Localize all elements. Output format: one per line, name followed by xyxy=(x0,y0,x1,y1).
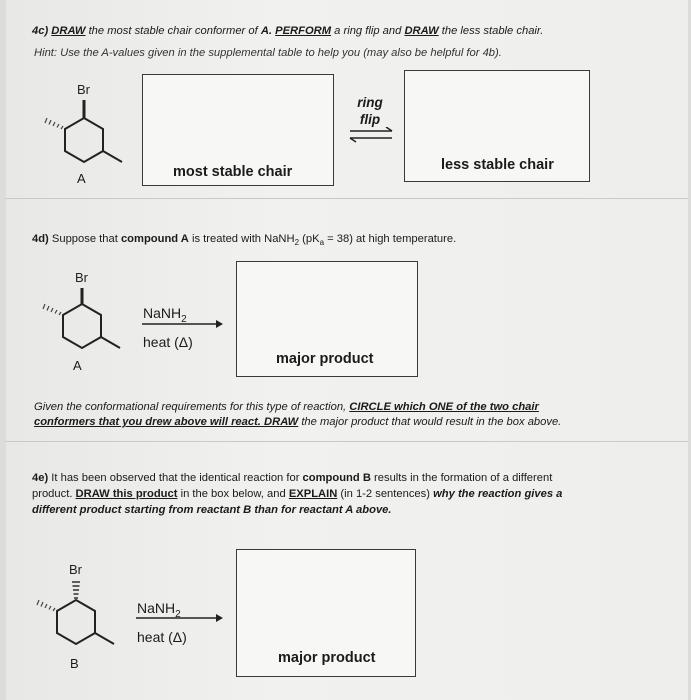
q4e-why: why the reaction gives a xyxy=(433,488,563,500)
reagent-4e-sub: 2 xyxy=(175,608,181,620)
q4e-explain: EXPLAIN xyxy=(288,488,338,500)
reaction-arrow-4e xyxy=(134,612,224,624)
q4c-instruction xyxy=(32,24,543,39)
q4d-text2: is treated with NaNH xyxy=(188,233,295,245)
q4d-circle-instruction: CIRCLE which ONE of the two chair xyxy=(349,401,539,413)
reagent-4e-main: NaNH xyxy=(137,600,176,616)
reagent-4d-main: NaNH xyxy=(143,305,182,321)
molecule-a-label: A xyxy=(77,171,86,186)
condition-4e: heat (Δ) xyxy=(137,628,187,645)
ring-flip-word2: flip xyxy=(359,112,381,127)
q4e-compound: compound B xyxy=(302,472,371,484)
q4c-number: 4c) xyxy=(32,25,49,37)
q4d-followup-text2: the major product that would result in the box above. xyxy=(298,416,562,428)
molecule-a-br-label: Br xyxy=(77,82,90,97)
q4d-number: 4d) xyxy=(32,233,49,245)
q4e-text2: results in the formation of a different xyxy=(370,472,553,484)
molecule-a-structure-4d xyxy=(32,268,142,368)
q4d-text3: (pK xyxy=(299,233,320,245)
q4e-text1: It has been observed that the identical reaction for xyxy=(48,472,303,484)
q4e-line1 xyxy=(32,471,552,486)
q4e-line2 xyxy=(32,487,562,502)
ring-flip-equilibrium-arrow xyxy=(346,127,398,143)
molecule-a-structure xyxy=(34,80,144,190)
q4e-text4: in the box below, and xyxy=(177,488,289,500)
worksheet-page xyxy=(6,0,688,700)
q4d-followup-line1 xyxy=(34,400,539,415)
divider-4d-4e xyxy=(6,441,688,442)
q4e-line3: different product starting from reactant B than for reactant A above. xyxy=(32,504,392,516)
q4d-suba: a xyxy=(319,238,325,248)
q4c-perform: PERFORM xyxy=(275,25,332,37)
q4d-sub2: 2 xyxy=(294,238,300,248)
q4e-text3: product. xyxy=(32,488,76,500)
q4c-draw1: DRAW xyxy=(51,25,86,37)
q4e-draw-product: DRAW this product xyxy=(75,488,178,500)
most-stable-chair-label: most stable chair xyxy=(173,164,293,180)
condition-4d: heat (Δ) xyxy=(143,333,193,350)
reaction-arrow-4d xyxy=(140,318,224,330)
major-product-label-4d: major product xyxy=(276,351,374,367)
q4c-draw2: DRAW xyxy=(404,25,439,37)
molecule-b-structure xyxy=(26,560,136,670)
q4d-conformers-react: conformers that you drew above will react. xyxy=(34,416,261,428)
molecule-a-br-label-4d: Br xyxy=(75,270,88,285)
q4d-question xyxy=(32,232,456,250)
reagent-4d-sub: 2 xyxy=(181,313,187,325)
q4e-text5: (in 1-2 sentences) xyxy=(337,488,434,500)
less-stable-chair-label: less stable chair xyxy=(441,157,554,173)
q4d-draw: DRAW xyxy=(260,416,299,428)
q4d-compound: compound A xyxy=(120,233,189,245)
divider-4c-4d xyxy=(6,198,688,199)
q4c-text3: the less stable chair. xyxy=(438,25,544,37)
molecule-b-br-label: Br xyxy=(69,562,82,577)
q4d-text1: Suppose that xyxy=(48,233,121,245)
q4d-followup-line2 xyxy=(34,415,561,430)
q4c-compound: A. xyxy=(260,25,273,37)
molecule-b-label: B xyxy=(70,656,79,671)
ring-flip-label xyxy=(350,94,390,128)
ring-flip-word1: ring xyxy=(357,95,383,110)
q4d-followup-text1: Given the conformational requirements for this type of reaction, xyxy=(34,401,350,413)
q4c-hint: Hint: Use the A-values given in the supplemental table to help you (may also be helpful for 4b). xyxy=(34,47,502,59)
q4c-text2: a ring flip and xyxy=(331,25,405,37)
major-product-label-4e: major product xyxy=(278,650,376,666)
q4e-number: 4e) xyxy=(32,472,49,484)
q4c-text1: the most stable chair conformer of xyxy=(85,25,261,37)
q4d-text4: = 38) at high temperature. xyxy=(324,233,457,245)
molecule-a-label-4d: A xyxy=(73,358,82,373)
